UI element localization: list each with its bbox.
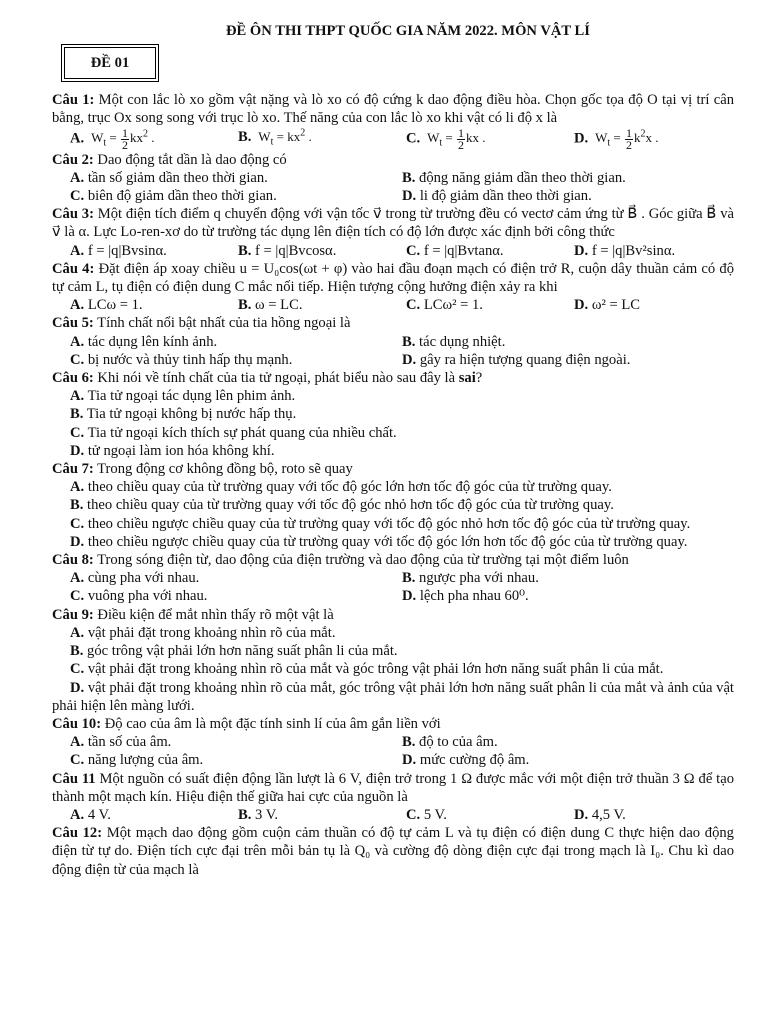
option-b: B. ngược pha với nhau. — [402, 570, 539, 587]
option-b: B. 3 V. — [238, 806, 279, 823]
option-b: B. f = |q|Bvcosα. — [238, 242, 337, 259]
exam-code-box: ĐỀ 01 — [64, 47, 156, 79]
option-c: C. biên độ giảm dần theo thời gian. — [70, 188, 277, 205]
question-5-options-row-2 — [52, 351, 734, 369]
option-d: D. ω² = LC — [574, 297, 641, 314]
question-1-options — [52, 125, 734, 152]
question-4-options — [52, 296, 734, 314]
option-d: D. 4,5 V. — [574, 806, 626, 823]
option-a: A. tần số giảm dần theo thời gian. — [70, 169, 268, 186]
question-2-options-row-1 — [52, 169, 734, 187]
question-12: Câu 12: Một mạch dao động gồm cuộn cảm thuần có độ tự cảm L và tụ điện có điện dung C thực hiện dao động điện từ tự do. Điện tích cực đại trên mỗi bản tụ là Q₀ và cường độ dòng điện cực đại trong mạch là I₀. Chu kì dao động điện từ của mạch là — [52, 825, 734, 878]
question-10: Câu 10: Độ cao của âm là một đặc tính sinh lí của âm gắn liền với — [52, 715, 441, 732]
question-10-options-row-2 — [52, 751, 734, 769]
option-d: D. gây ra hiện tượng quang điện ngoài. — [402, 351, 631, 368]
option-a: A. theo chiều quay của từ trường quay với tốc độ góc lớn hơn tốc độ góc của từ trường quay. — [70, 479, 612, 496]
question-3: Câu 3: Một điện tích điểm q chuyển động với vận tốc v⃗ trong từ trường đều có vectơ cảm ứng từ B⃗ . Góc giữa B⃗ và v⃗ là α. Lực Lo-ren-xơ do từ trường tác dụng lên điện tích có độ lớn được xác định bởi công thức — [52, 206, 735, 241]
option-d: D. vật phải đặt trong khoảng nhìn rõ của mắt, góc trông vật phải lớn hơn năng suất phân li của mắt và ảnh của vật phải hiện lên màng lưới. — [52, 679, 734, 714]
option-d: D. lệch pha nhau 60⁰. — [402, 588, 529, 605]
option-b: B. động năng giảm dần theo thời gian. — [402, 169, 626, 186]
option-c: C. f = |q|Bvtanα. — [406, 242, 504, 259]
question-9: Câu 9: Điều kiện để mắt nhìn thấy rõ một vật là — [52, 606, 334, 623]
question-5: Câu 5: Tính chất nổi bật nhất của tia hồng ngoại là — [52, 315, 351, 332]
question-2: Câu 2: Dao động tắt dần là dao động có — [52, 151, 287, 168]
option-c: C. vuông pha với nhau. — [70, 588, 208, 605]
question-11: Câu 11 Một nguồn có suất điện động lần lượt là 6 V, điện trở trong 1 Ω được mắc với một điện trở thuần 3 Ω để tạo thành một mạch kín. Hiệu điện thế giữa hai cực của nguồn là — [52, 770, 734, 805]
option-c: C. vật phải đặt trong khoảng nhìn rõ của mắt và góc trông vật phải lớn hơn năng suất phân li của mắt. — [70, 661, 664, 678]
page-title: ĐỀ ÔN THI THPT QUỐC GIA NĂM 2022. MÔN VẬT LÍ — [226, 23, 590, 39]
option-a: A. tần số của âm. — [70, 734, 172, 751]
option-c: C. năng lượng của âm. — [70, 752, 204, 769]
option-b: B. Tia tử ngoại không bị nước hấp thụ. — [70, 406, 297, 423]
question-2-options-row-2 — [52, 187, 734, 205]
question-8-options-row-2 — [52, 587, 734, 605]
option-d: D. f = |q|Bv²sinα. — [574, 242, 676, 259]
option-b: B. theo chiều quay của từ trường quay với tốc độ góc nhỏ hơn tốc độ góc của từ trường quay. — [70, 497, 614, 514]
option-d: D. mức cường độ âm. — [402, 752, 530, 769]
option-b: B. $W_t = kx^2$ . — [238, 127, 312, 148]
question-text: Một con lắc lò xo gồm vật nặng và lò xo có độ cứng k dao động điều hòa. Chọn gốc tọa độ O tại vị trí cân bằng, trục Ox song song với trục lò xo. Thế năng của con lắc lò xo khi vật có li độ x là — [52, 92, 734, 127]
option-c: C. theo chiều ngược chiều quay của từ trường quay với tốc độ góc nhỏ hơn tốc độ góc của từ trường quay. — [70, 515, 691, 532]
option-a: A. 4 V. — [70, 806, 111, 823]
question-1 — [52, 91, 734, 127]
option-d: D. li độ giảm dần theo thời gian. — [402, 188, 592, 205]
question-4: Câu 4: Đặt điện áp xoay chiều u = U₀cos(ωt + φ) vào hai đầu đoạn mạch có điện trở R, cuộn dây thuần cảm có độ tự cảm L, tụ điện có điện dung C mắc nối tiếp. Hiện tượng cộng hưởng điện xảy ra khi — [52, 260, 734, 296]
option-a: A. cùng pha với nhau. — [70, 570, 200, 587]
option-d: D. $W_t$ = $\frac{1}{2}$ $k^2x$ . — [574, 125, 659, 152]
option-a: A. Tia tử ngoại tác dụng lên phim ảnh. — [70, 388, 296, 405]
option-b: B. tác dụng nhiệt. — [402, 333, 506, 350]
question-label: Câu 1: — [52, 92, 95, 109]
option-c: C. bị nước và thủy tinh hấp thụ mạnh. — [70, 351, 293, 368]
option-d: D. tử ngoại làm ion hóa không khí. — [70, 442, 275, 459]
option-d: D. theo chiều ngược chiều quay của từ trường quay với tốc độ góc lớn hơn tốc độ góc của từ trường quay. — [70, 533, 688, 550]
question-6: Câu 6: Khi nói về tính chất của tia tử ngoại, phát biểu nào sau đây là sai? — [52, 370, 483, 387]
question-10-options-row-1 — [52, 733, 734, 751]
option-b: B. góc trông vật phải lớn hơn năng suất phân li của mắt. — [70, 643, 398, 660]
option-a: A. f = |q|Bvsinα. — [70, 242, 167, 259]
question-5-options-row-1 — [52, 333, 734, 351]
option-a: A. tác dụng lên kính ảnh. — [70, 333, 218, 350]
option-a: A. $W_t$ = $\frac{1}{2}$ $kx^2$ . — [70, 125, 155, 152]
option-a: A. vật phải đặt trong khoảng nhìn rõ của mắt. — [70, 624, 336, 641]
option-b: B. ω = LC. — [238, 297, 303, 314]
option-a: A. LCω = 1. — [70, 297, 143, 314]
option-c: C. $W_t$ = $\frac{1}{2}$ kx . — [406, 125, 486, 152]
question-8: Câu 8: Trong sóng điện từ, dao động của điện trường và dao động của từ trường tại một điểm luôn — [52, 552, 629, 569]
option-b: B. độ to của âm. — [402, 734, 498, 751]
question-11-options — [52, 806, 734, 824]
option-c: C. Tia tử ngoại kích thích sự phát quang của nhiều chất. — [70, 424, 397, 441]
option-c: C. LCω² = 1. — [406, 297, 483, 314]
option-c: C. 5 V. — [406, 806, 447, 823]
question-8-options-row-1 — [52, 569, 734, 587]
question-7: Câu 7: Trong động cơ không đồng bộ, roto sẽ quay — [52, 461, 353, 478]
question-3-options — [52, 242, 734, 260]
